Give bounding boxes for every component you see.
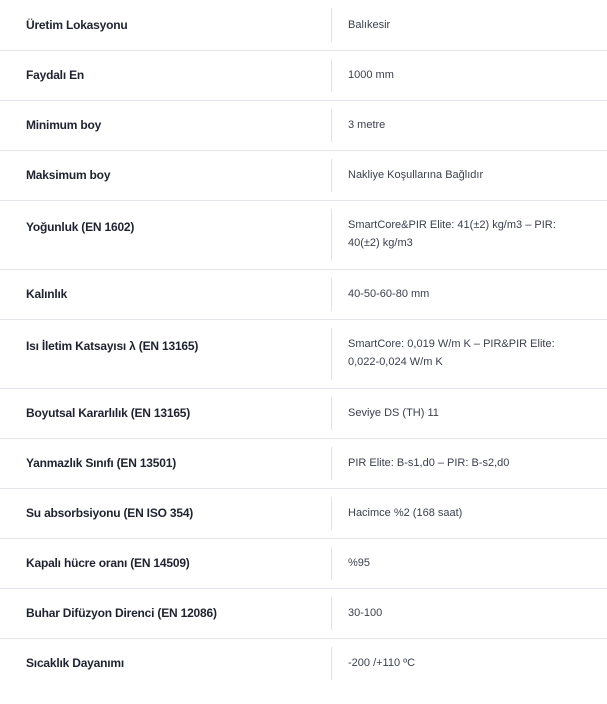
spec-value-cell: [331, 319, 607, 388]
spec-row-vapour-diffusion: [0, 588, 607, 638]
spec-value: -200 /+110 ºC: [348, 657, 416, 670]
spec-value-cell: [331, 388, 607, 438]
spec-row-thickness: [0, 269, 607, 319]
spec-label: Isı İletim Katsayısı λ (EN 13165): [26, 338, 199, 353]
spec-value-cell: [331, 150, 607, 200]
spec-label: Su absorbsiyonu (EN ISO 354): [26, 506, 194, 520]
column-divider: [331, 597, 332, 630]
spec-row-temperature-resistance: [0, 638, 607, 688]
spec-value: 1000 mm: [348, 69, 394, 81]
spec-row-density: [0, 200, 607, 269]
column-divider: [331, 109, 332, 142]
spec-label: Minimum boy: [26, 118, 102, 132]
spec-value-cell: [331, 50, 607, 100]
spec-row-useful-width: [0, 50, 607, 100]
spec-label: Kapalı hücre oranı (EN 14509): [26, 556, 190, 570]
spec-value: Balıkesir: [348, 18, 391, 31]
spec-label: Yanmazlık Sınıfı (EN 13501): [26, 456, 176, 470]
spec-value: Hacimce %2 (168 saat): [348, 507, 463, 519]
spec-label: Boyutsal Kararlılık (EN 13165): [26, 406, 191, 420]
column-divider: [331, 547, 332, 580]
spec-row-water-absorption: [0, 488, 607, 538]
spec-value: %95: [348, 557, 371, 569]
spec-row-fire-class: [0, 438, 607, 488]
spec-label: Faydalı En: [26, 68, 85, 82]
spec-row-minimum-length: [0, 100, 607, 150]
spec-row-closed-cell-ratio: [0, 538, 607, 588]
column-divider: [331, 328, 332, 380]
spec-value: 30-100: [348, 607, 383, 619]
spec-value: SmartCore: 0,019 W/m K – PIR&PIR Elite: 0,022-0,024 W/m K: [348, 337, 555, 368]
column-divider: [331, 209, 332, 261]
spec-row-production-location: [0, 0, 607, 50]
spec-value-cell: [331, 538, 607, 588]
spec-row-maximum-length: [0, 150, 607, 200]
spec-value-cell: [331, 588, 607, 638]
column-divider: [331, 447, 332, 480]
column-divider: [331, 397, 332, 430]
spec-value-cell: [331, 0, 607, 50]
spec-row-thermal-conductivity: [0, 319, 607, 388]
spec-value-cell: [331, 488, 607, 538]
column-divider: [331, 159, 332, 192]
spec-value-cell: [331, 100, 607, 150]
column-divider: [331, 8, 332, 42]
column-divider: [331, 278, 332, 311]
spec-value: PIR Elite: B-s1,d0 – PIR: B-s2,d0: [348, 457, 510, 469]
spec-value: 40-50-60-80 mm: [348, 288, 430, 300]
spec-label: Üretim Lokasyonu: [26, 17, 128, 32]
spec-label: Sıcaklık Dayanımı: [26, 656, 124, 671]
spec-value-cell: [331, 638, 607, 688]
column-divider: [331, 497, 332, 530]
column-divider: [331, 647, 332, 681]
spec-value-cell: [331, 269, 607, 319]
spec-label: Yoğunluk (EN 1602): [26, 219, 135, 234]
spec-row-dimensional-stability: [0, 388, 607, 438]
column-divider: [331, 59, 332, 92]
spec-value: Nakliye Koşullarına Bağlıdır: [348, 169, 484, 181]
spec-value-cell: [331, 200, 607, 269]
spec-label: Kalınlık: [26, 287, 68, 301]
spec-value: 3 metre: [348, 119, 386, 131]
spec-value: SmartCore&PIR Elite: 41(±2) kg/m3 – PIR: 40(±2) kg/m3: [348, 218, 556, 249]
spec-label: Maksimum boy: [26, 168, 111, 182]
spec-value: Seviye DS (TH) 11: [348, 407, 439, 419]
spec-value-cell: [331, 438, 607, 488]
spec-label: Buhar Difüzyon Direnci (EN 12086): [26, 606, 217, 620]
